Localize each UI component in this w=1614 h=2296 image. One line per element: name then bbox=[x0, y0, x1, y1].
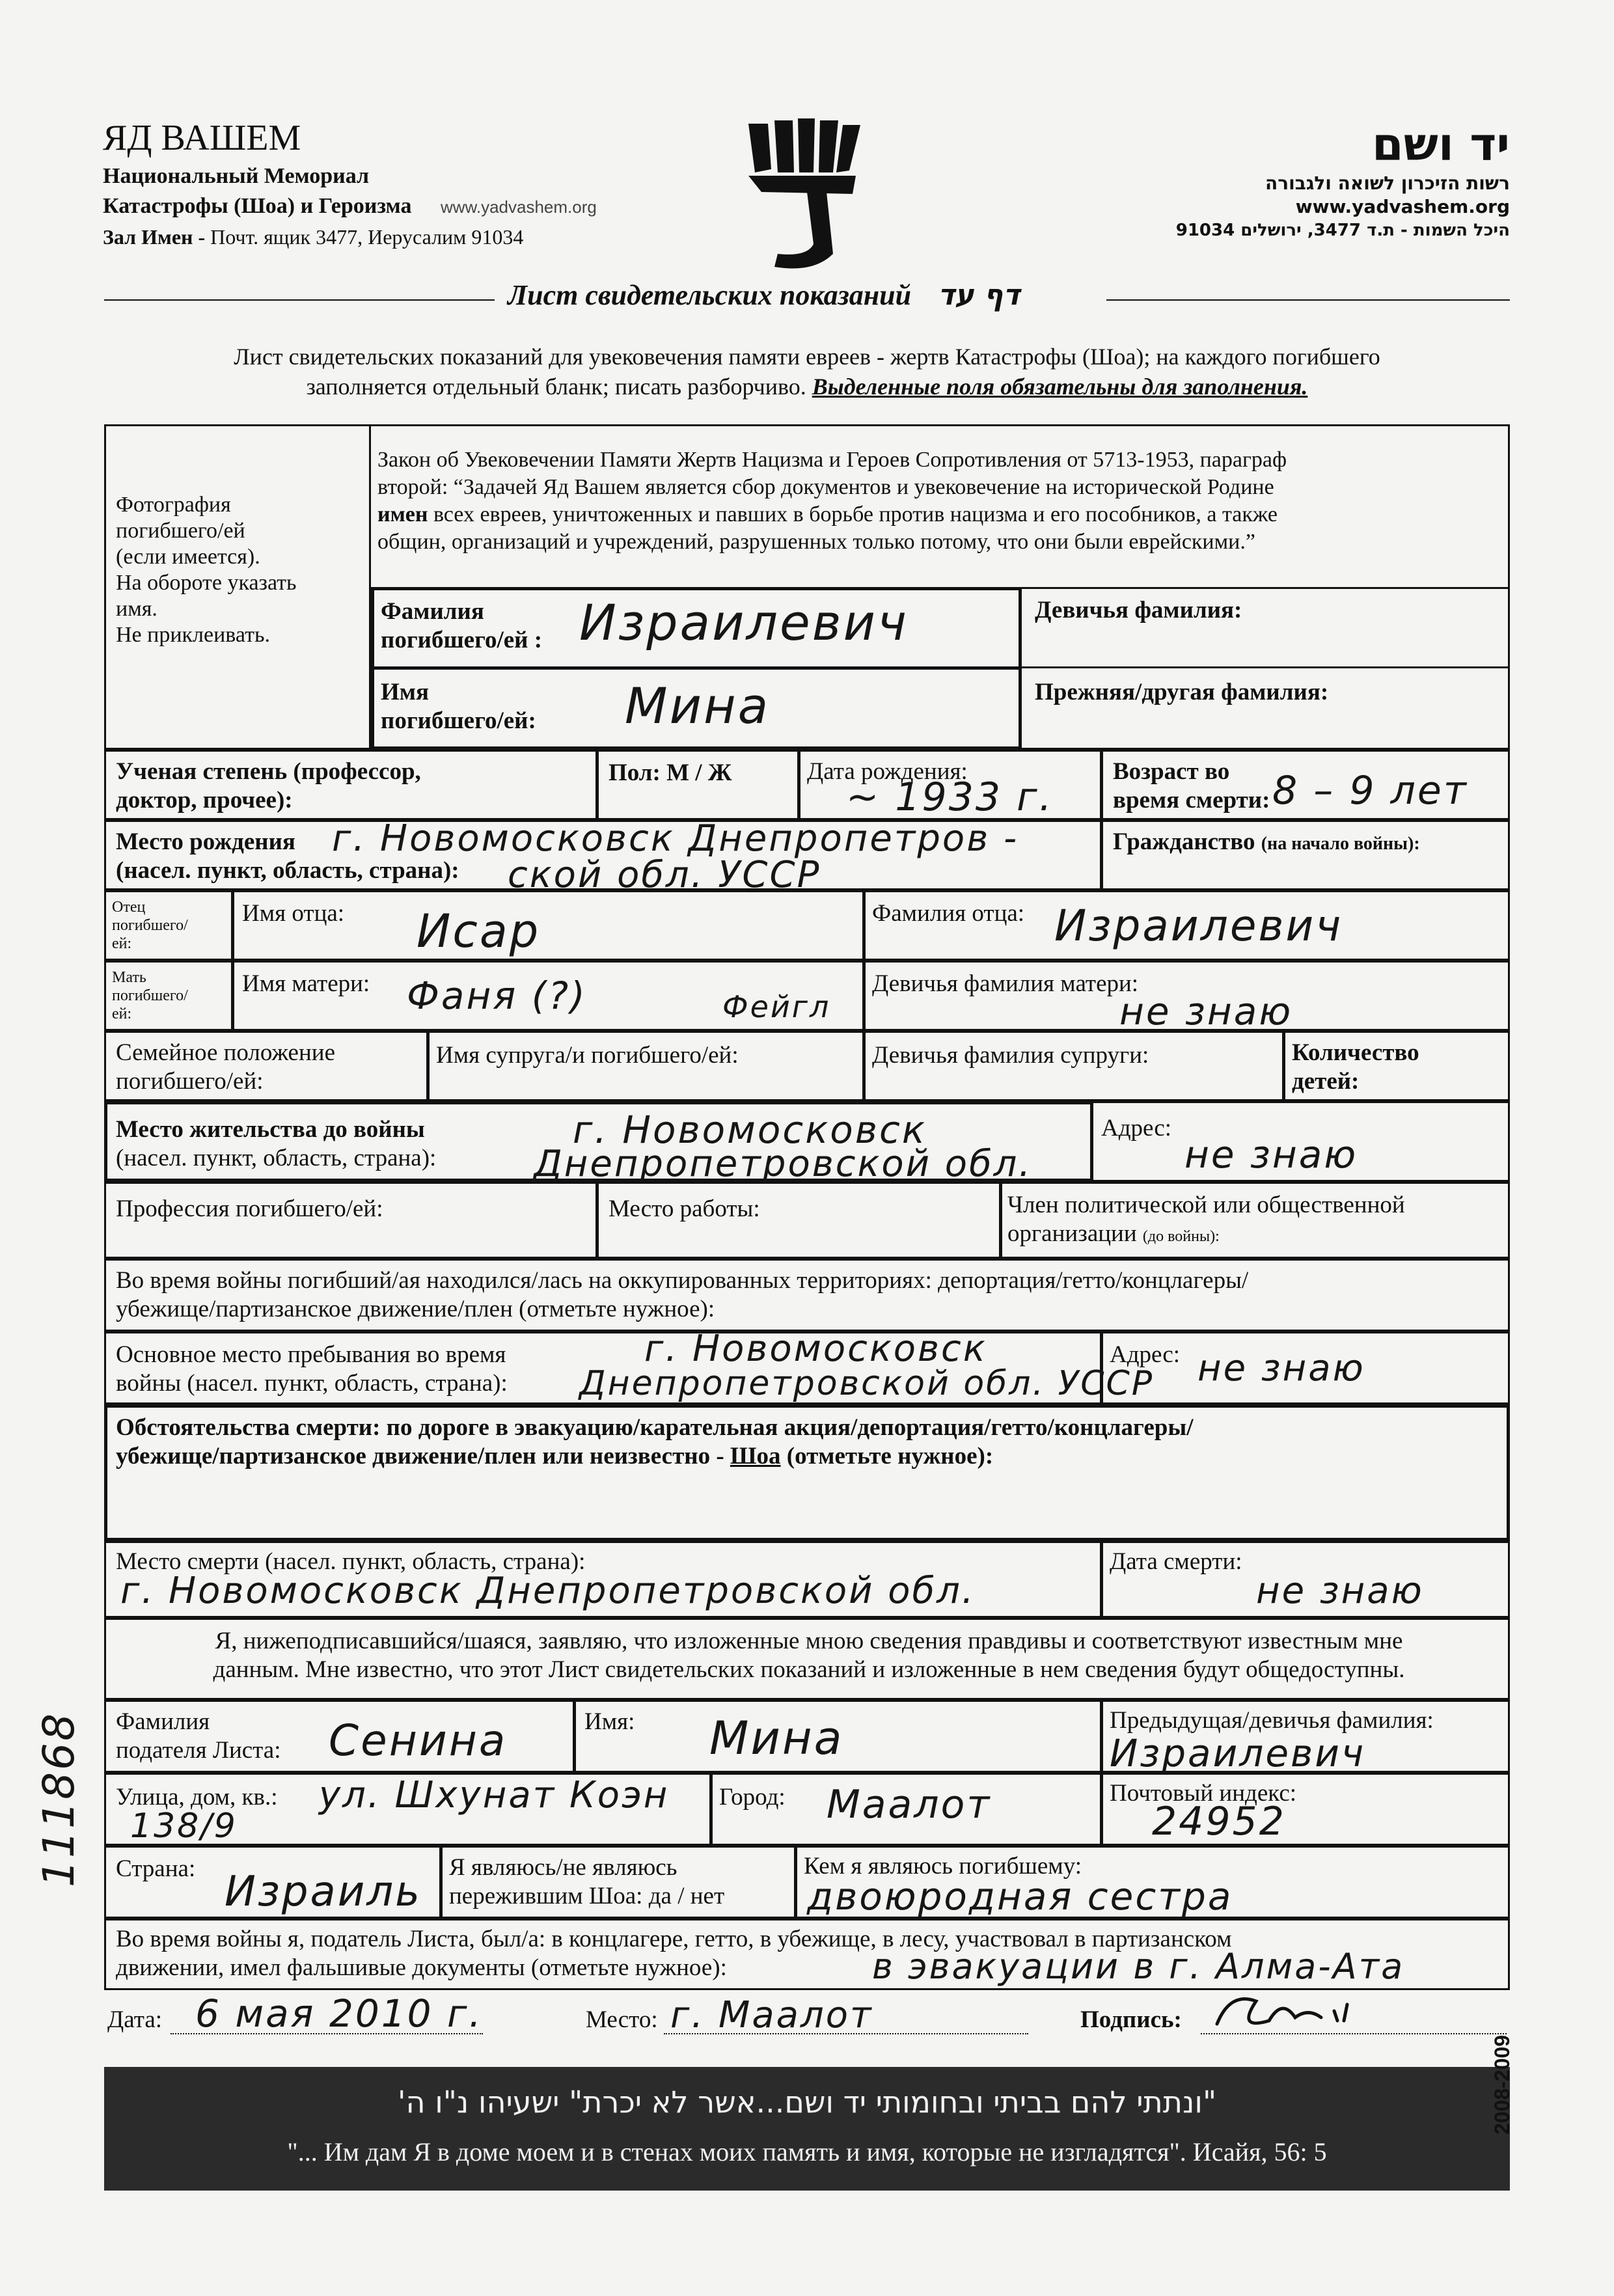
birthplace-label-line2: (насел. пункт, область, страна): bbox=[116, 857, 459, 884]
spouse-name-label: Имя супруга/и погибшего/ей: bbox=[436, 1042, 739, 1069]
death-place-value: г. Новомосковск Днепропетровской обл. bbox=[120, 1570, 976, 1612]
submitter-name-value: Мина bbox=[709, 1712, 844, 1765]
death-circ-shoa: Шоа bbox=[730, 1443, 781, 1469]
gender-label: Пол: М / Ж bbox=[609, 759, 732, 786]
victim-surname-value: Израилевич bbox=[579, 594, 909, 651]
declaration-text bbox=[116, 1627, 1502, 1684]
residence-address-value: не знаю bbox=[1184, 1132, 1358, 1177]
marital-label-line2: погибшего/ей: bbox=[116, 1068, 264, 1095]
citizenship-note: (на начало войны): bbox=[1261, 834, 1420, 854]
country-value: Израиль bbox=[225, 1868, 422, 1916]
photo-line4: На обороте указать bbox=[116, 571, 297, 595]
father-tag-line1: Отец bbox=[112, 899, 146, 916]
degree-label bbox=[116, 758, 421, 815]
city-label: Город: bbox=[719, 1784, 786, 1811]
death-date-value: не знаю bbox=[1256, 1570, 1424, 1612]
birthplace-label-line1: Место рождения bbox=[116, 828, 295, 855]
photo-line6: Не приклеивать. bbox=[116, 623, 270, 647]
age-value: 8 – 9 лет bbox=[1272, 768, 1468, 813]
surname-label-line2: погибшего/ей : bbox=[381, 627, 543, 653]
residence-value-2: Днепропетровской обл. bbox=[534, 1143, 1033, 1185]
during-war-line1: Во время войны погибший/ая находился/лась на оккупированных территориях: депортация/гетто/концлагеры/ bbox=[116, 1267, 1249, 1294]
mother-tag-line3: ей: bbox=[112, 1005, 132, 1022]
title-rule-left bbox=[104, 299, 495, 301]
citizenship-label-text: Гражданство bbox=[1113, 828, 1255, 855]
form-title-ru: Лист свидетельских показаний bbox=[508, 279, 912, 311]
maiden-name-label: Девичья фамилия: bbox=[1035, 597, 1242, 623]
residence-label-line2: (насел. пункт, область, страна): bbox=[116, 1145, 437, 1171]
age-label-line2: время смерти: bbox=[1113, 787, 1270, 813]
member-label bbox=[1007, 1191, 1405, 1248]
right-line1: רשות הזיכרון לשואה ולגבורה bbox=[1265, 172, 1510, 194]
street-label: Улица, дом, кв.: bbox=[116, 1784, 278, 1811]
spouse-maiden-label: Девичья фамилия супруги: bbox=[872, 1042, 1149, 1069]
during-war-line2: убежище/партизанское движение/плен (отметьте нужное): bbox=[116, 1296, 715, 1322]
left-title: ЯД ВАШЕМ bbox=[103, 118, 301, 158]
degree-label-line1: Ученая степень (профессор, bbox=[116, 758, 421, 785]
date-label: Дата: bbox=[107, 2006, 163, 2033]
citizenship-label bbox=[1113, 828, 1420, 858]
submitter-surname-value: Сенина bbox=[329, 1715, 508, 1766]
mother-name-value: Фаня (?) bbox=[407, 974, 587, 1018]
mother-tag-text bbox=[112, 968, 188, 1023]
death-circumstances-text bbox=[116, 1414, 1502, 1471]
victim-surname-label bbox=[381, 597, 542, 655]
survivor-label-line2: пережившим Шоа: да / нет bbox=[449, 1883, 725, 1909]
father-tag-text bbox=[112, 898, 188, 953]
law-names-bold: имен bbox=[377, 502, 428, 526]
main-place-label bbox=[116, 1341, 508, 1398]
other-surname-label: Прежняя/другая фамилия: bbox=[1035, 679, 1329, 705]
zip-label: Почтовый индекс: bbox=[1110, 1780, 1297, 1807]
intro-line2: заполняется отдельный бланк; писать разборчиво. bbox=[306, 374, 806, 400]
left-line3-bold: Зал Имен - bbox=[103, 225, 206, 249]
submitter-name-label: Имя: bbox=[584, 1708, 635, 1735]
relation-label: Кем я являюсь погибшему: bbox=[804, 1853, 1082, 1879]
children-label bbox=[1292, 1039, 1419, 1096]
archive-number: 111868 bbox=[34, 1712, 84, 1887]
children-label-line1: Количество bbox=[1292, 1039, 1419, 1066]
photo-line3: (если имеется). bbox=[116, 545, 260, 569]
photo-line1: Фотография bbox=[116, 493, 231, 517]
submitter-during-war-line1: Во время войны я, податель Листа, был/а: в концлагере, гетто, в убежище, в лесу, участвовал в партизанском bbox=[116, 1926, 1232, 1952]
main-place-label-line1: Основное место пребывания во время bbox=[116, 1341, 506, 1368]
mother-maiden-label: Девичья фамилия матери: bbox=[872, 970, 1139, 997]
left-line3: Почт. ящик 3477, Иерусалим 91034 bbox=[210, 225, 524, 249]
member-note: (до войны): bbox=[1142, 1228, 1220, 1245]
intro-line1: Лист свидетельских показаний для увековечения памяти евреев - жертв Катастрофы (Шоа); на каждого погибшего bbox=[234, 344, 1380, 370]
name-label-line1: Имя bbox=[381, 679, 429, 705]
father-tag-line3: ей: bbox=[112, 935, 132, 952]
header-left bbox=[103, 117, 728, 252]
photo-box-text bbox=[116, 492, 363, 648]
date-value: 6 мая 2010 г. bbox=[195, 1991, 483, 2036]
footer-hebrew: "ונתתי להם בביתי ובחומותי יד ושם...אשר לא יכרת" ישעיהו נ"ו ה' bbox=[397, 2084, 1217, 2120]
submitter-surname-label bbox=[116, 1708, 281, 1765]
street-value-1: ул. Шхунат Коэн bbox=[319, 1774, 670, 1816]
member-label-line2: организации bbox=[1007, 1220, 1137, 1247]
relation-value: двоюродная сестра bbox=[807, 1874, 1233, 1919]
left-line2: Катастрофы (Шоа) и Героизма bbox=[103, 194, 412, 218]
profession-label: Профессия погибшего/ей: bbox=[116, 1196, 383, 1222]
law-line2: второй: “Задачей Яд Вашем является сбор документов и увековечение на исторической Родине bbox=[377, 475, 1274, 499]
law-line3: всех евреев, уничтоженных и павших в борьбе против нацизма и его пособников, а также bbox=[433, 502, 1278, 526]
father-surname-value: Израилевич bbox=[1054, 901, 1343, 951]
father-surname-label: Фамилия отца: bbox=[872, 900, 1025, 927]
residence-value-1: г. Новомосковск bbox=[573, 1108, 927, 1152]
father-name-label: Имя отца: bbox=[242, 900, 345, 927]
law-line1: Закон об Увековечении Памяти Жертв Нацизма и Героев Сопротивления от 5713-1953, параграф bbox=[377, 448, 1287, 472]
death-circ-line2: убежище/партизанское движение/плен или неизвестно - bbox=[116, 1443, 724, 1469]
residence-label bbox=[116, 1115, 436, 1173]
place-value: г. Маалот bbox=[670, 1994, 873, 2036]
photo-line5: имя. bbox=[116, 597, 157, 621]
main-place-value-1: г. Новомосковск bbox=[644, 1328, 987, 1370]
header-right bbox=[963, 117, 1510, 242]
intro bbox=[104, 342, 1510, 402]
footer-russian: "... Им дам Я в доме моем и в стенах моих память и имя, которые не изгладятся". Исайя, 56: 5 bbox=[287, 2137, 1327, 2166]
death-place-label: Место смерти (насел. пункт, область, страна): bbox=[116, 1548, 586, 1575]
birthplace-value-2: ской обл. УССР bbox=[508, 854, 821, 896]
country-label: Страна: bbox=[116, 1855, 196, 1882]
death-date-label: Дата смерти: bbox=[1110, 1548, 1242, 1575]
father-name-value: Исар bbox=[417, 905, 541, 958]
signature-icon bbox=[1210, 1985, 1380, 2037]
submitter-during-war-value: в эвакуации в г. Алма-Ата bbox=[872, 1946, 1405, 1987]
victim-name-value: Мина bbox=[625, 677, 771, 735]
main-place-address-value: не знаю bbox=[1197, 1347, 1365, 1389]
member-label-line1: Член политической или общественной bbox=[1007, 1192, 1405, 1218]
workplace-label: Место работы: bbox=[609, 1196, 760, 1222]
death-circ-line3: (отметьте нужное): bbox=[786, 1443, 994, 1469]
declaration-line1: Я, нижеподписавшийся/шаяся, заявляю, что изложенные мною сведения правдивы и соответствуют известным мне bbox=[215, 1628, 1403, 1654]
father-tag-line2: погибшего/ bbox=[112, 917, 188, 934]
street-value-2: 138/9 bbox=[130, 1807, 238, 1846]
residence-address-label: Адрес: bbox=[1101, 1115, 1172, 1141]
victim-name-label bbox=[381, 678, 536, 735]
right-line3: היכל השמות - ת.ד 3477, ירושלים 91034 bbox=[1175, 221, 1510, 240]
marital-label bbox=[116, 1039, 335, 1096]
form-title bbox=[508, 279, 1093, 312]
mother-tag-line1: Мать bbox=[112, 969, 146, 986]
death-circ-title: Обстоятельства смерти: bbox=[116, 1414, 381, 1441]
right-title: יד ושם bbox=[1372, 118, 1510, 171]
death-circ-line1: по дороге в эвакуацию/карательная акция/депортация/гетто/концлагеры/ bbox=[386, 1414, 1194, 1441]
law-line4: общин, организаций и учреждений, разрушенных только потому, что они были еврейскими.” bbox=[377, 530, 1255, 554]
yad-vashem-logo bbox=[735, 111, 866, 280]
submitter-during-war-line2: движении, имел фальшивые документы (отметьте нужное): bbox=[116, 1954, 727, 1981]
intro-required-note: Выделенные поля обязательны для заполнения. bbox=[812, 374, 1308, 400]
signature-scribble bbox=[1210, 1985, 1380, 2037]
submitter-surname-label-line2: подателя Листа: bbox=[116, 1737, 281, 1764]
degree-label-line2: доктор, прочее): bbox=[116, 787, 293, 813]
photo-line2: погибшего/ей bbox=[116, 519, 245, 543]
left-url: www.yadvashem.org bbox=[440, 197, 597, 217]
form-title-he: דף עד bbox=[938, 279, 1020, 312]
sign-label: Подпись: bbox=[1080, 2006, 1182, 2033]
children-label-line2: детей: bbox=[1292, 1068, 1360, 1095]
main-place-value-2: Днепропетровской обл. УССР bbox=[579, 1364, 1155, 1403]
year-tag: 2008-2009 bbox=[1490, 2034, 1514, 2135]
mother-name-value-2: Фейгл bbox=[722, 989, 831, 1024]
mother-name-label: Имя матери: bbox=[242, 970, 370, 997]
age-label bbox=[1113, 758, 1270, 815]
main-place-label-line2: войны (насел. пункт, область, страна): bbox=[116, 1370, 508, 1397]
during-war-text bbox=[116, 1266, 1502, 1324]
birthplace-value-1: г. Новомосковск Днепропетров - bbox=[332, 817, 1019, 860]
left-line1: Национальный Мемориал bbox=[103, 164, 370, 188]
marital-label-line1: Семейное положение bbox=[116, 1039, 335, 1066]
name-label-line2: погибшего/ей: bbox=[381, 707, 536, 734]
mother-tag-line2: погибшего/ bbox=[112, 987, 188, 1004]
birthdate-value: ~ 1933 г. bbox=[846, 774, 1054, 820]
title-rule-right bbox=[1106, 299, 1510, 301]
law-text bbox=[377, 446, 1497, 556]
surname-label-line1: Фамилия bbox=[381, 598, 484, 625]
age-label-line1: Возраст во bbox=[1113, 758, 1230, 785]
survivor-label bbox=[449, 1853, 724, 1911]
place-label: Место: bbox=[586, 2006, 658, 2033]
menorah-logo-icon bbox=[735, 111, 866, 280]
submitter-prev-surname-value: Израилевич bbox=[1110, 1731, 1366, 1775]
residence-label-line1: Место жительства до войны bbox=[116, 1116, 425, 1143]
footer-band bbox=[104, 2067, 1510, 2191]
right-line2: www.yadvashem.org bbox=[1295, 196, 1510, 217]
main-place-address-label: Адрес: bbox=[1110, 1341, 1181, 1368]
submitter-surname-label-line1: Фамилия bbox=[116, 1708, 210, 1735]
mother-maiden-value: не знаю bbox=[1119, 989, 1293, 1033]
survivor-label-line1: Я являюсь/не являюсь bbox=[449, 1854, 677, 1881]
declaration-line2: данным. Мне известно, что этот Лист свидетельских показаний и изложенные в нем сведения будут общедоступны. bbox=[213, 1656, 1405, 1683]
submitter-prev-surname-label: Предыдущая/девичья фамилия: bbox=[1110, 1707, 1434, 1734]
birthdate-label: Дата рождения: bbox=[807, 758, 968, 785]
zip-value: 24952 bbox=[1152, 1799, 1286, 1844]
city-value: Маалот bbox=[827, 1782, 992, 1827]
